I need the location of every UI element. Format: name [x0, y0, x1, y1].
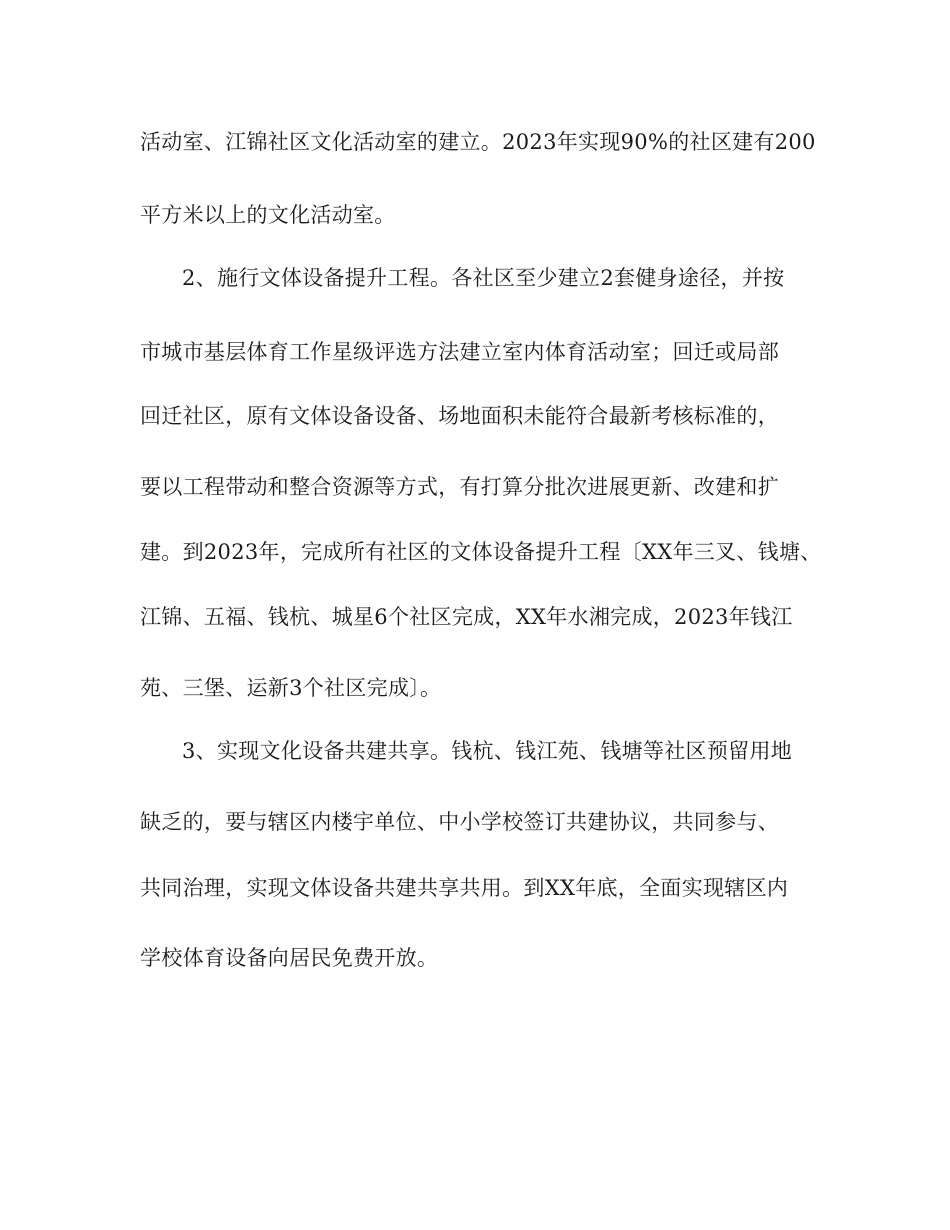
paragraph-line: 建。到2023年，完成所有社区的文体设备提升工程〔XX年三叉、钱塘、 — [140, 540, 822, 564]
paragraph-line: 回迁社区，原有文体设备设备、场地面积未能符合最新考核标准的， — [140, 404, 779, 428]
paragraph-line: 共同治理，实现文体设备共建共享共用。到XX年底，全面实现辖区内 — [140, 876, 789, 900]
paragraph-line: 市城市基层体育工作星级评选方法建立室内体育活动室；回迁或局部 — [140, 340, 779, 364]
paragraph-line: 要以工程带动和整合资源等方式，有打算分批次进展更新、改建和扩 — [140, 475, 779, 499]
paragraph-line: 江锦、五福、钱杭、城星6个社区完成，XX年水湘完成，2023年钱江 — [140, 605, 793, 629]
paragraph-line: 学校体育设备向居民免费开放。 — [140, 946, 439, 970]
paragraph-line: 3、实现文化设备共建共享。钱杭、钱江苑、钱塘等社区预留用地 — [182, 739, 793, 763]
paragraph-line: 2、施行文体设备提升工程。各社区至少建立2套健身途径，并按 — [182, 266, 785, 290]
paragraph-line: 活动室、江锦社区文化活动室的建立。2023年实现90%的社区建有200 — [140, 130, 816, 154]
paragraph-line: 苑、三堡、运新3个社区完成〕。 — [140, 676, 442, 700]
paragraph-line: 缺乏的，要与辖区内楼宇单位、中小学校签订共建协议，共同参与、 — [140, 810, 779, 834]
paragraph-line: 平方米以上的文化活动室。 — [140, 203, 396, 227]
